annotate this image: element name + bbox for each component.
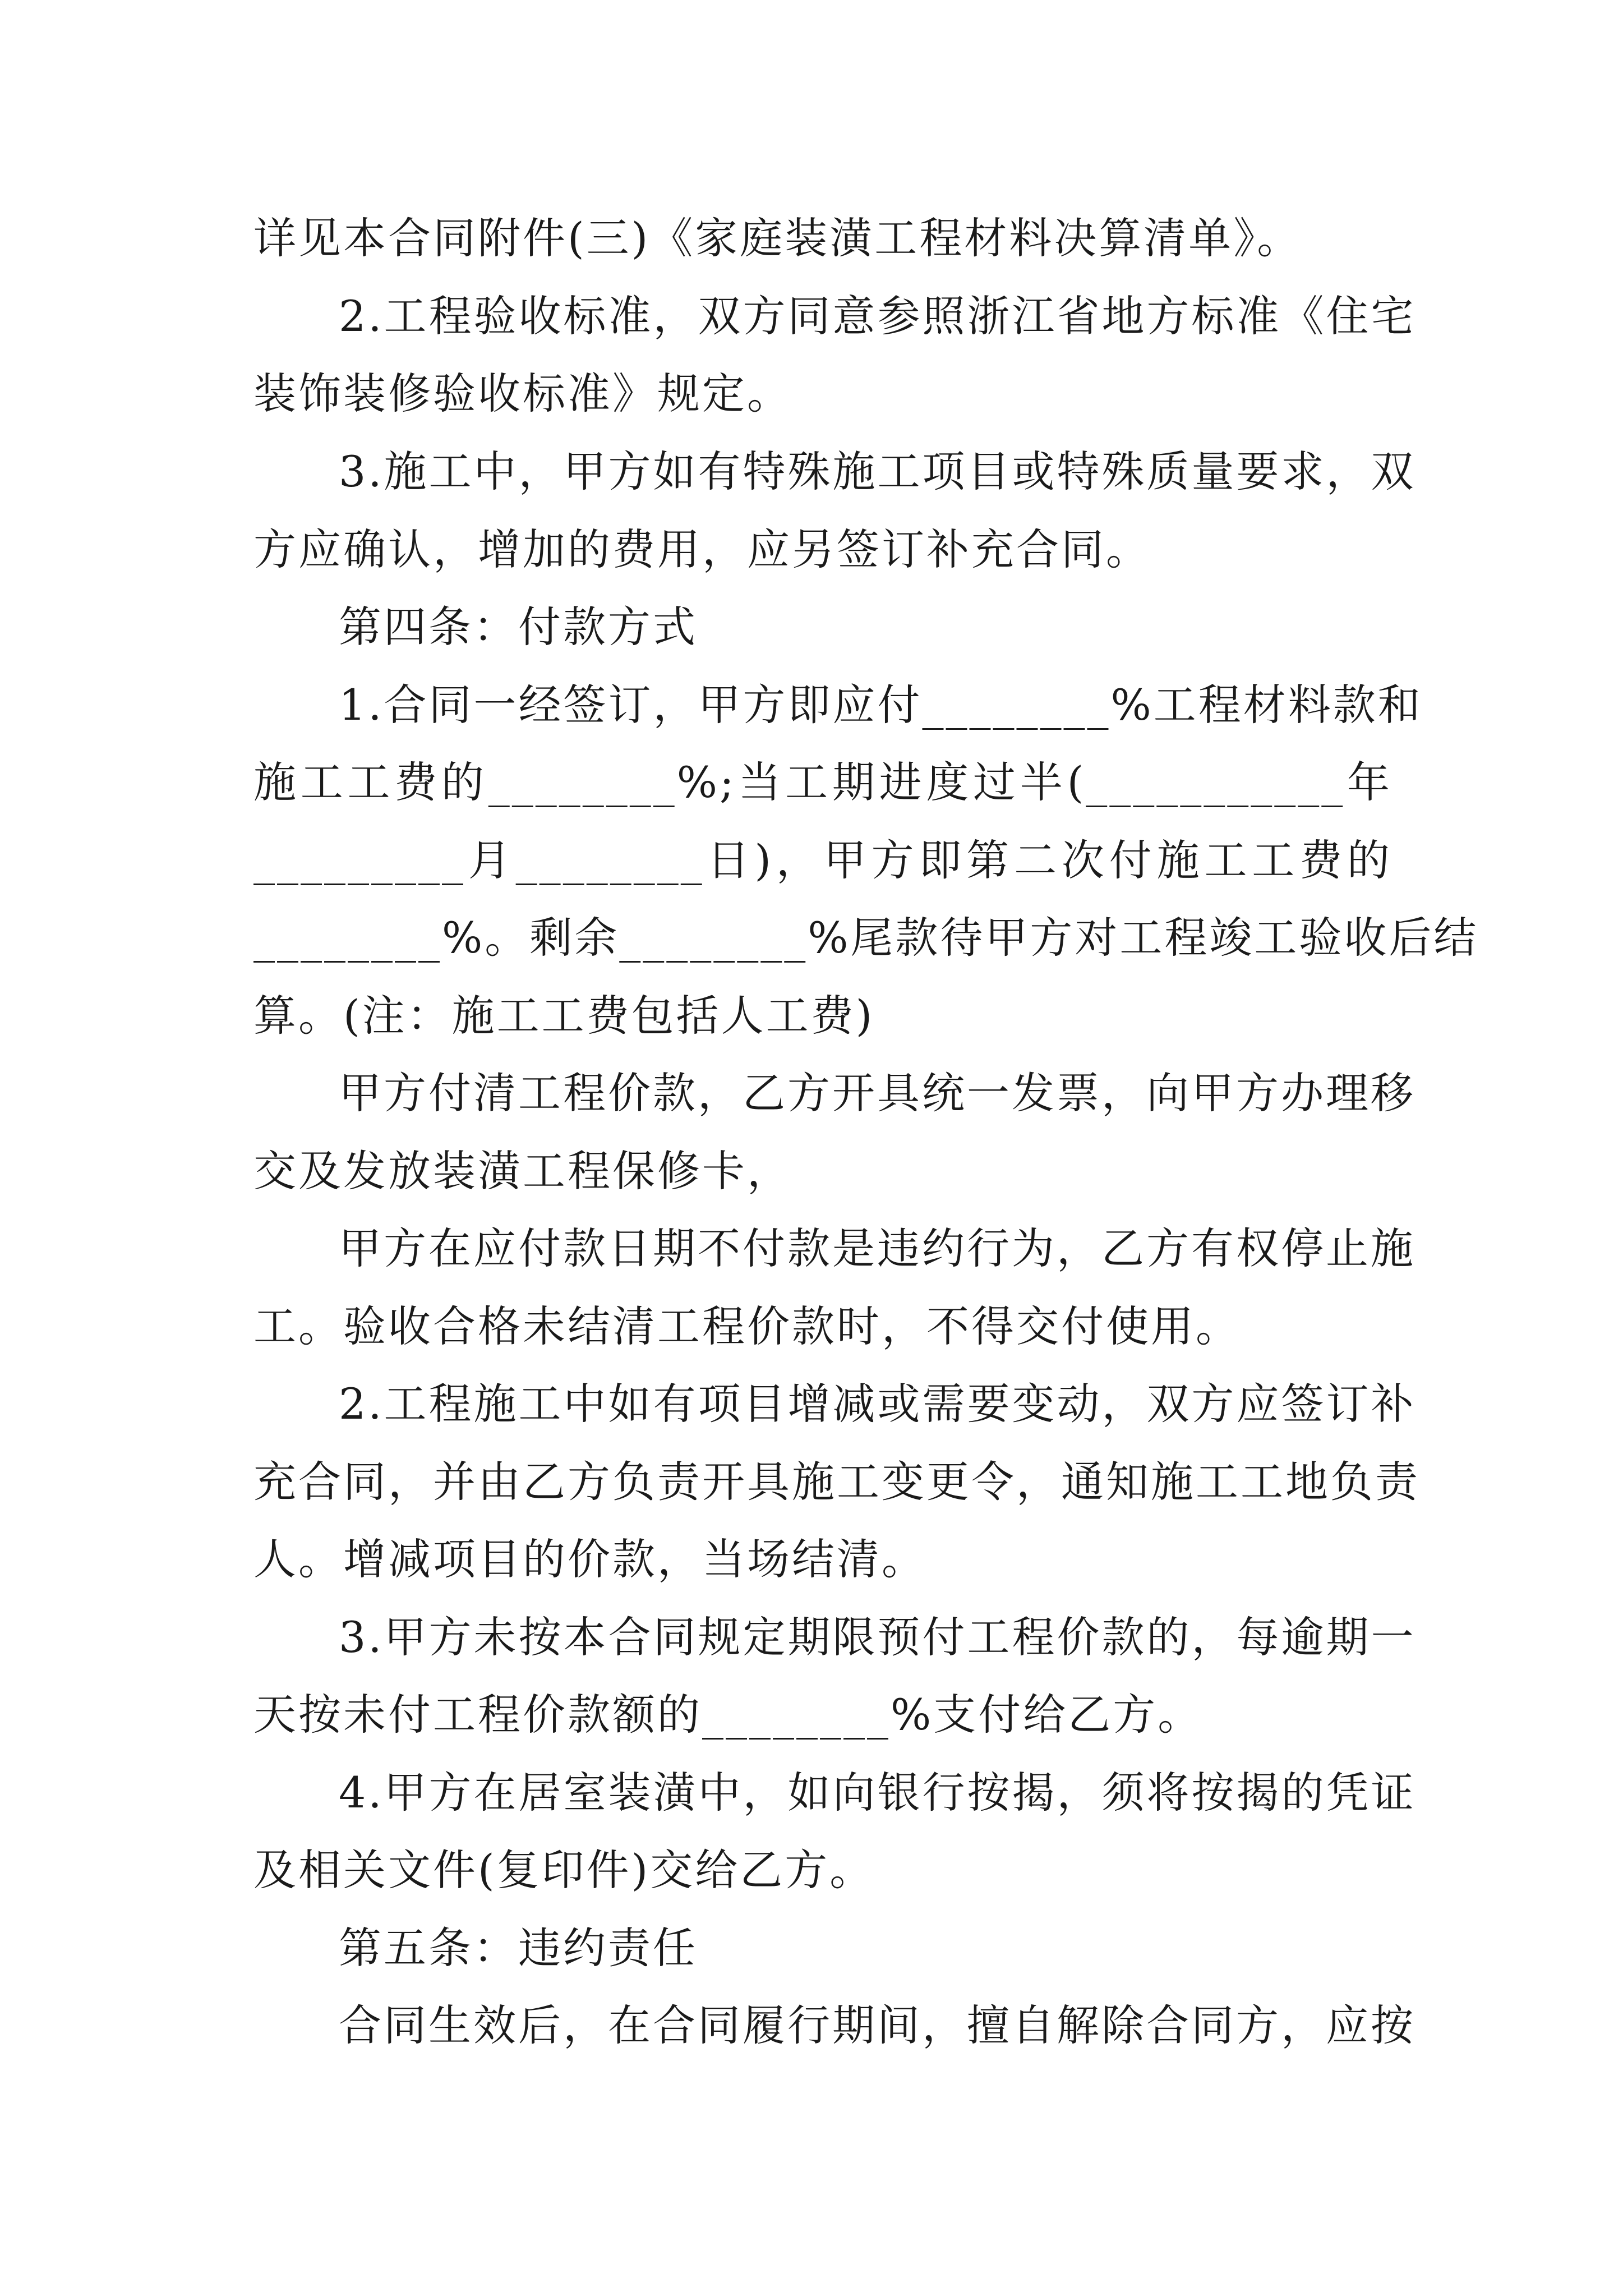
text-line-content: 第五条：违约责任 [339, 1923, 698, 1973]
text-line [339, 283, 1416, 350]
text-line [253, 904, 1479, 972]
text-line-content: 合同生效后，在合同履行期间，擅自解除合同方，应按 [339, 2000, 1415, 2050]
text-line [253, 1526, 1392, 1593]
text-line-content: 施工工费的________%;当工期进度过半(___________年 [253, 757, 1392, 807]
text-line [253, 1293, 1392, 1360]
text-line-content: 算。(注：施工工费包括人工费) [253, 991, 875, 1041]
text-line [253, 1138, 1392, 1205]
text-line-content: 天按未付工程价款额的________%支付给乙方。 [253, 1690, 1203, 1740]
text-line-content: 工。验收合格未结清工程价款时，不得交付使用。 [253, 1301, 1241, 1351]
text-line [339, 671, 1423, 739]
text-line [253, 982, 1392, 1050]
text-line [253, 1448, 1420, 1516]
section-heading [339, 1915, 1392, 1982]
text-line-content: 3.施工中，甲方如有特殊施工项目或特殊质量要求，双 [339, 447, 1416, 496]
text-line-content: 2.工程施工中如有项目增减或需要变动，双方应签订补 [339, 1379, 1416, 1429]
text-line [339, 1060, 1415, 1127]
text-line [253, 205, 1392, 272]
text-line-content: 1.合同一经签订，甲方即应付________%工程材料款和 [339, 680, 1423, 730]
text-line-content: 2.工程验收标准，双方同意参照浙江省地方标准《住宅 [339, 291, 1416, 341]
text-line [253, 516, 1392, 583]
text-line-content: 人。增减项目的价款，当场结清。 [253, 1534, 926, 1584]
text-line-content: 及相关文件(复印件)交给乙方。 [253, 1845, 875, 1895]
text-line [339, 1370, 1416, 1438]
text-line [253, 360, 1392, 427]
text-line [253, 1837, 1392, 1904]
text-line-content: 充合同，并由乙方负责开具施工变更令，通知施工工地负责 [253, 1457, 1420, 1507]
text-line-content: _________月________日)，甲方即第二次付施工工费的 [253, 835, 1392, 885]
text-line [339, 1215, 1415, 1282]
text-line-content: 3.甲方未按本合同规定期限预付工程价款的，每逾期一 [339, 1612, 1416, 1662]
text-line-content: 交及发放装潢工程保修卡， [253, 1146, 792, 1196]
text-line [339, 1759, 1416, 1826]
text-line [253, 1681, 1392, 1749]
text-line [253, 827, 1392, 894]
text-line [253, 749, 1392, 816]
text-line-content: ________%。剩余________%尾款待甲方对工程竣工验收后结 [253, 913, 1479, 963]
text-line-content: 详见本合同附件(三)《家庭装潢工程材料决算清单》。 [253, 213, 1302, 263]
text-line-content: 装饰装修验收标准》规定。 [253, 369, 792, 418]
text-line [339, 1992, 1415, 2059]
text-line-content: 方应确认，增加的费用，应另签订补充合同。 [253, 524, 1151, 574]
section-heading [339, 593, 1392, 661]
text-line-content: 甲方在应付款日期不付款是违约行为，乙方有权停止施 [339, 1223, 1415, 1273]
text-line [339, 1604, 1416, 1671]
text-line [339, 438, 1416, 505]
text-line-content: 4.甲方在居室装潢中，如向银行按揭，须将按揭的凭证 [339, 1768, 1416, 1818]
text-line-content: 甲方付清工程价款，乙方开具统一发票，向甲方办理移 [339, 1068, 1415, 1118]
text-line-content: 第四条：付款方式 [339, 602, 698, 652]
